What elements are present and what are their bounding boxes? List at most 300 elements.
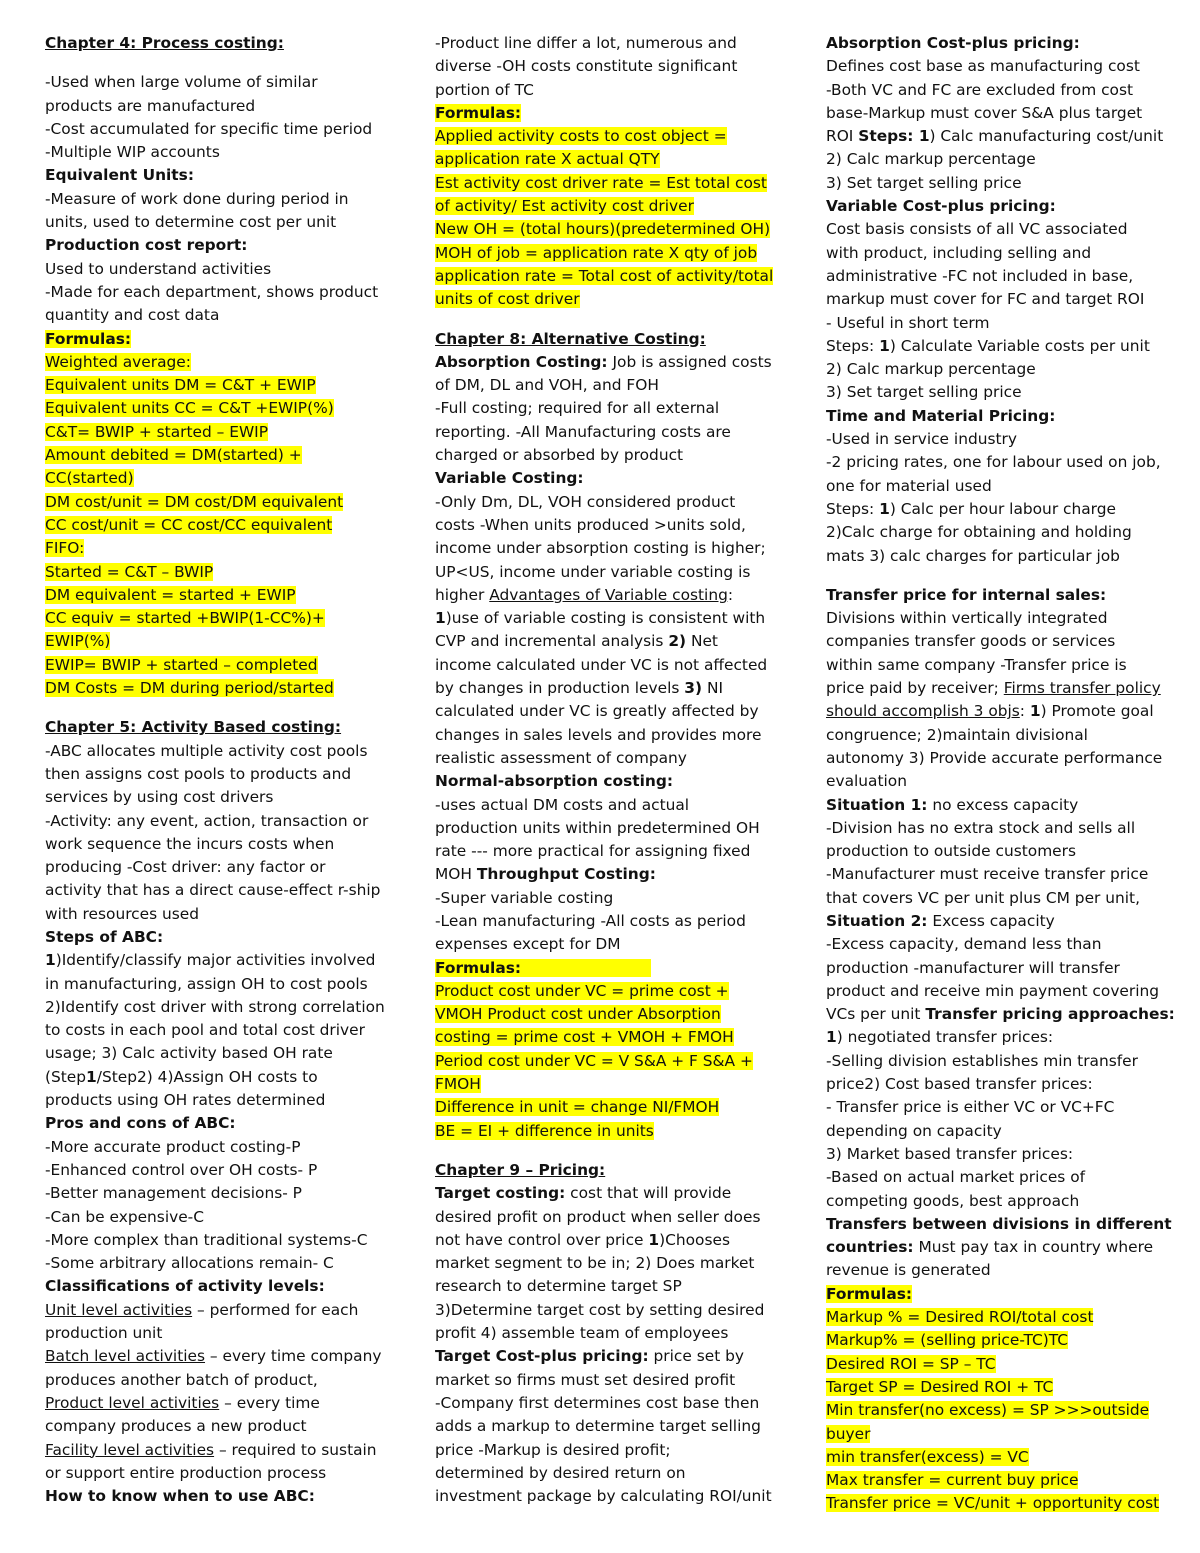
text-line-row — [45, 856, 385, 879]
text-line-row — [826, 55, 1166, 78]
subheading-row — [45, 1485, 385, 1508]
formula-line: EWIP= BWIP + started – completed — [45, 655, 318, 674]
text-line-row — [45, 304, 385, 327]
formulas-label: Formulas: — [826, 1284, 913, 1303]
text-line: production to outside customers — [826, 842, 1076, 861]
text-run: Situation 2: — [826, 911, 928, 930]
formula-line: DM equivalent = started + EWIP — [45, 585, 296, 604]
text-line: -Based on actual market prices of — [826, 1168, 1086, 1187]
text-line: 3) Market based transfer prices: — [826, 1144, 1074, 1163]
formula-line-row — [435, 1096, 775, 1119]
formula-line: units of cost driver — [435, 290, 580, 309]
text-line: of DM, DL and VOH, and FOH — [435, 376, 659, 395]
text-run: – every time company — [205, 1347, 382, 1366]
text-line-row — [826, 654, 1166, 677]
text-line: income calculated under VC is not affected — [435, 655, 768, 674]
formulas-label: Formulas: — [45, 329, 132, 348]
subheading-row — [435, 770, 775, 793]
column-middle — [435, 32, 775, 1508]
text-line — [435, 863, 775, 886]
text-line-row — [826, 1143, 1166, 1166]
formula-line: Markup % = Desired ROI/total cost — [826, 1308, 1094, 1327]
text-line: competing goods, best approach — [826, 1191, 1080, 1210]
text-run: Steps: 1 — [858, 127, 930, 146]
text-line-row — [435, 1462, 775, 1485]
text-line: or support entire production process — [45, 1463, 327, 1482]
section-heading-row — [45, 716, 385, 739]
text-run: Situation 1: — [826, 795, 928, 814]
text-run: ) Calc per hour labour charge — [889, 499, 1116, 518]
text-run: NI — [702, 679, 723, 698]
text-line-row — [826, 475, 1166, 498]
text-line-row — [435, 724, 775, 747]
text-line-row — [435, 397, 775, 420]
text-line: products using OH rates determined — [45, 1091, 326, 1110]
text-line-row — [435, 1299, 775, 1322]
text-line: -ABC allocates multiple activity cost pools — [45, 741, 368, 760]
text-line-row — [435, 561, 775, 584]
text-line: administrative -FC not included in base, — [826, 266, 1134, 285]
formula-line: CC equiv = started +BWIP(1-CC%)+ — [45, 609, 325, 628]
text-line: -More complex than traditional systems-C — [45, 1230, 368, 1249]
text-run: ) negotiated transfer prices: — [836, 1028, 1054, 1047]
text-run: MOH — [435, 865, 477, 884]
text-line: price2) Cost based transfer prices: — [826, 1075, 1093, 1094]
formula-line: application rate X actual QTY — [435, 150, 660, 169]
subheading-row — [45, 234, 385, 257]
text-run: (Step — [45, 1067, 87, 1086]
text-line-row — [435, 1322, 775, 1345]
text-line-row — [435, 794, 775, 817]
text-line-row — [45, 786, 385, 809]
spacer — [826, 568, 1166, 584]
formula-line-row — [435, 242, 775, 265]
formula-line: Markup% = (selling price-TC)TC — [826, 1331, 1068, 1350]
text-run: ) Promote goal — [1040, 702, 1154, 721]
spacer — [45, 700, 385, 716]
text-line-row — [826, 358, 1166, 381]
text-run: Transfer pricing approaches: — [925, 1005, 1175, 1024]
section-heading: Chapter 5: Activity Based costing: — [45, 718, 342, 737]
formula-line: Period cost under VC = V S&A + F S&A + — [435, 1051, 753, 1070]
formula-line-row — [826, 1329, 1166, 1352]
text-line: determined by desired return on — [435, 1463, 686, 1482]
text-run: 1 — [86, 1067, 97, 1086]
formula-line-row — [45, 561, 385, 584]
text-line — [45, 1439, 385, 1462]
formula-line-row — [826, 1423, 1166, 1446]
subheading: Variable Cost-plus pricing: — [826, 197, 1056, 216]
text-run: VCs per unit — [826, 1005, 926, 1024]
formula-line: CC(started) — [45, 469, 134, 488]
subheading: Transfer price for internal sales: — [826, 585, 1107, 604]
text-line-row — [826, 1259, 1166, 1282]
text-run: ROI — [826, 127, 859, 146]
formula-line: CC cost/unit = CC cost/CC equivalent — [45, 515, 333, 534]
text-line: product and receive min payment covering — [826, 981, 1160, 1000]
text-line: with resources used — [45, 904, 200, 923]
text-run: 1 — [45, 951, 56, 970]
text-line: -Both VC and FC are excluded from cost — [826, 80, 1134, 99]
text-line-row — [826, 630, 1166, 653]
text-line: services by using cost drivers — [45, 788, 274, 807]
text-line: diverse -OH costs constitute significant — [435, 57, 738, 76]
text-line: expenses except for DM — [435, 935, 621, 954]
text-line: reporting. -All Manufacturing costs are — [435, 422, 731, 441]
text-line-row — [45, 118, 385, 141]
text-line: mats 3) calc charges for particular job — [826, 546, 1120, 565]
text-line — [45, 1299, 385, 1322]
text-line — [826, 794, 1166, 817]
formula-line-row — [45, 467, 385, 490]
text-line-row — [826, 770, 1166, 793]
text-run: countries: — [826, 1238, 914, 1257]
text-run: higher — [435, 585, 490, 604]
text-line: -Product line differ a lot, numerous and — [435, 34, 737, 52]
text-line-row — [45, 1229, 385, 1252]
text-line: -Only Dm, DL, VOH considered product — [435, 492, 736, 511]
text-line — [45, 1345, 385, 1368]
text-line: -Activity: any event, action, transaction or — [45, 811, 369, 830]
text-line: base-Markup must cover S&A plus target — [826, 103, 1143, 122]
formula-line-row — [45, 514, 385, 537]
text-line: companies transfer goods or services — [826, 632, 1116, 651]
subheading: Normal-absorption costing: — [435, 772, 674, 791]
text-line-row — [45, 1042, 385, 1065]
formula-line-row — [435, 980, 775, 1003]
text-line: -Used when large volume of similar — [45, 73, 318, 92]
text-line: market so firms must set desired profit — [435, 1370, 736, 1389]
text-line-row — [45, 1322, 385, 1345]
text-line: -More accurate product costing-P — [45, 1137, 301, 1156]
formula-line: DM cost/unit = DM cost/DM equivalent — [45, 492, 344, 511]
text-line: work sequence the incurs costs when — [45, 834, 335, 853]
text-line-row — [826, 428, 1166, 451]
text-line — [435, 630, 775, 653]
text-line: UP<US, income under variable costing is — [435, 562, 751, 581]
text-line: congruence; 2)maintain divisional — [826, 725, 1088, 744]
text-line: rate --- more practical for assigning fixed — [435, 842, 751, 861]
formula-line: Est activity cost driver rate = Est total cost — [435, 173, 767, 192]
text-line-row — [45, 1089, 385, 1112]
text-line: -Used in service industry — [826, 430, 1017, 449]
subheading: How to know when to use ABC: — [45, 1487, 315, 1506]
text-line — [826, 498, 1166, 521]
text-line-row — [435, 1485, 775, 1508]
text-run: – required to sustain — [214, 1440, 377, 1459]
text-line-row — [45, 996, 385, 1019]
text-line: Divisions within vertically integrated — [826, 609, 1108, 628]
subheading-row — [826, 1213, 1172, 1236]
text-line-row — [435, 910, 775, 933]
text-line: -Full costing; required for all external — [435, 399, 720, 418]
formula-line-row — [826, 1376, 1166, 1399]
text-line-row — [826, 1096, 1166, 1119]
formula-line: VMOH Product cost under Absorption — [435, 1005, 721, 1024]
text-line: to costs in each pool and total cost driver — [45, 1021, 365, 1040]
text-line-row — [435, 1392, 775, 1415]
text-run: 1 — [435, 609, 446, 628]
formula-line: Product cost under VC = prime cost + — [435, 981, 729, 1000]
text-line-row — [826, 1190, 1166, 1213]
text-run: Advantages of Variable costing — [489, 585, 728, 604]
text-run: no excess capacity — [927, 795, 1079, 814]
text-line-row — [45, 1136, 385, 1159]
text-line — [435, 1182, 775, 1205]
text-line — [826, 1003, 1175, 1026]
text-line-row — [45, 141, 385, 164]
formula-line: Started = C&T – BWIP — [45, 562, 214, 581]
text-line-row — [826, 545, 1166, 568]
formula-line-row — [45, 491, 385, 514]
text-line: -Manufacturer must receive transfer price — [826, 865, 1149, 884]
formula-line: Target SP = Desired ROI + TC — [826, 1377, 1054, 1396]
text-run: Absorption Costing: — [435, 352, 608, 371]
text-line: Used to understand activities — [45, 259, 272, 278]
text-line-row — [435, 537, 775, 560]
text-line-row — [45, 740, 385, 763]
text-run: – performed for each — [192, 1300, 359, 1319]
text-line: quantity and cost data — [45, 306, 220, 325]
text-line — [826, 910, 1166, 933]
text-line: one for material used — [826, 476, 992, 495]
text-line: units, used to determine cost per unit — [45, 213, 337, 232]
text-run: ) Calc manufacturing cost/unit — [929, 127, 1164, 146]
text-line: -Enhanced control over OH costs- P — [45, 1160, 318, 1179]
text-line-row — [435, 933, 775, 956]
formulas-label-row — [45, 328, 385, 351]
text-line — [435, 351, 775, 374]
text-line-row — [826, 817, 1166, 840]
text-line-row — [826, 102, 1166, 125]
formula-line: Equivalent units DM = C&T + EWIP — [45, 376, 316, 395]
text-line-row — [45, 1206, 385, 1229]
text-line: investment package by calculating ROI/unit — [435, 1487, 772, 1506]
section-heading: Chapter 9 – Pricing: — [435, 1160, 606, 1179]
text-line-row — [45, 1369, 385, 1392]
text-line-row — [826, 79, 1166, 102]
subheading-row — [826, 32, 1166, 55]
text-line-row — [826, 1166, 1166, 1189]
text-line: -Super variable costing — [435, 888, 614, 907]
subheading: Pros and cons of ABC: — [45, 1114, 236, 1133]
text-run: not have control over price — [435, 1230, 649, 1249]
text-run: Product level activities — [45, 1393, 220, 1412]
text-line-row — [435, 1369, 775, 1392]
text-line: activity that has a direct cause-effect r-ship — [45, 881, 381, 900]
subheading-row — [45, 926, 385, 949]
text-line: charged or absorbed by product — [435, 446, 684, 465]
text-line-row — [826, 451, 1166, 474]
text-run: Steps: — [826, 336, 880, 355]
text-line: autonomy 3) Provide accurate performance — [826, 748, 1163, 767]
text-line: costs -When units produced >units sold, — [435, 515, 746, 534]
formula-line-row — [45, 630, 385, 653]
text-run: 1 — [879, 336, 890, 355]
text-line: changes in sales levels and provides more — [435, 725, 762, 744]
text-line: - Useful in short term — [826, 313, 990, 332]
text-line-row — [826, 724, 1166, 747]
text-line-row — [435, 1439, 775, 1462]
formula-line-row — [826, 1399, 1166, 1422]
subheading: Steps of ABC: — [45, 927, 164, 946]
text-run: 1 — [648, 1230, 660, 1249]
text-line: -uses actual DM costs and actual — [435, 795, 690, 814]
text-line-row — [826, 1073, 1166, 1096]
formula-line-row — [435, 288, 775, 311]
text-line-row — [45, 1182, 385, 1205]
subheading: Equivalent Units: — [45, 166, 194, 185]
text-run: 1 — [879, 499, 890, 518]
text-line: usage; 3) Calc activity based OH rate — [45, 1044, 333, 1063]
text-run: price set by — [648, 1347, 745, 1366]
text-run: Job is assigned costs — [607, 352, 772, 371]
formula-line-row — [435, 172, 775, 195]
formula-line: MOH of job = application rate X qty of job — [435, 243, 758, 262]
spacer — [45, 55, 385, 71]
text-line-row — [826, 980, 1166, 1003]
formula-line-row — [435, 125, 775, 148]
text-line: -Measure of work done during period in — [45, 189, 349, 208]
formula-line-row — [435, 148, 775, 171]
formula-line: New OH = (total hours)(predetermined OH) — [435, 220, 771, 239]
column-left — [45, 32, 385, 1508]
text-line-row — [435, 747, 775, 770]
text-line — [826, 677, 1166, 700]
text-run: Unit level activities — [45, 1300, 193, 1319]
text-line: realistic assessment of company — [435, 748, 687, 767]
text-line: -Multiple WIP accounts — [45, 143, 220, 162]
text-line-row — [826, 607, 1166, 630]
text-line-row — [826, 381, 1166, 404]
text-line-row — [45, 973, 385, 996]
formula-line-row — [45, 677, 385, 700]
text-line: -Division has no extra stock and sells all — [826, 818, 1136, 837]
text-line: -Lean manufacturing -All costs as period — [435, 911, 746, 930]
text-line-row — [45, 810, 385, 833]
text-line-row — [45, 1159, 385, 1182]
text-run: : — [1019, 702, 1030, 721]
formula-line-row — [435, 195, 775, 218]
formula-line-row — [45, 584, 385, 607]
text-line: company produces a new product — [45, 1417, 307, 1436]
text-line: profit 4) assemble team of employees — [435, 1324, 729, 1343]
text-line: - Transfer price is either VC or VC+FC — [826, 1098, 1115, 1117]
text-line-row — [45, 879, 385, 902]
formula-line-row — [826, 1492, 1166, 1515]
text-line: portion of TC — [435, 80, 534, 99]
text-line: 2) Calc markup percentage — [826, 150, 1036, 169]
text-line: with product, including selling and — [826, 243, 1092, 262]
text-line-row — [45, 903, 385, 926]
text-line: -Better management decisions- P — [45, 1184, 302, 1203]
text-line: income under absorption costing is higher; — [435, 539, 766, 558]
text-line-row — [45, 281, 385, 304]
formula-line: of activity/ Est activity cost driver — [435, 197, 694, 216]
text-run: Facility level activities — [45, 1440, 215, 1459]
text-line: 3) Set target selling price — [826, 383, 1022, 402]
text-line: market segment to be in; 2) Does market — [435, 1254, 755, 1273]
text-line-row — [826, 1050, 1166, 1073]
text-run: Steps: — [826, 499, 880, 518]
text-run: 1 — [1029, 702, 1041, 721]
text-line-row — [435, 55, 775, 78]
section-heading: Chapter 8: Alternative Costing: — [435, 329, 706, 348]
formula-line-row — [826, 1446, 1166, 1469]
subheading: Transfers between divisions in different — [826, 1214, 1172, 1233]
text-line-row — [826, 747, 1166, 770]
text-run: by changes in production levels — [435, 679, 685, 698]
formula-line: C&T= BWIP + started – EWIP — [45, 422, 268, 441]
text-line — [45, 1066, 385, 1089]
text-line: production units within predetermined OH — [435, 818, 760, 837]
formula-line: Transfer price = VC/unit + opportunity cost — [826, 1494, 1160, 1513]
subheading-row — [826, 584, 1166, 607]
text-line: -Excess capacity, demand less than — [826, 935, 1102, 954]
formula-line-row — [45, 654, 385, 677]
formula-line-row — [45, 537, 385, 560]
text-run: Batch level activities — [45, 1347, 206, 1366]
text-line: -Some arbitrary allocations remain- C — [45, 1254, 334, 1273]
text-line: products are manufactured — [45, 96, 256, 115]
text-line-row — [45, 258, 385, 281]
text-line: -2 pricing rates, one for labour used on job, — [826, 453, 1161, 472]
text-line-row — [826, 863, 1166, 886]
formula-line-row — [45, 351, 385, 374]
formula-line-row — [435, 265, 775, 288]
text-line-row — [826, 521, 1166, 544]
text-line: research to determine target SP — [435, 1277, 682, 1296]
subheading-row — [45, 164, 385, 187]
text-line — [826, 335, 1166, 358]
text-run: Excess capacity — [927, 911, 1055, 930]
section-heading-row — [435, 328, 775, 351]
text-line: produces another batch of product, — [45, 1370, 318, 1389]
text-line-row — [826, 265, 1166, 288]
text-line-row — [435, 1275, 775, 1298]
formula-line: FIFO: — [45, 539, 85, 558]
text-run: Net — [686, 632, 718, 651]
text-run: Target costing: — [435, 1184, 566, 1203]
text-line: producing -Cost driver: any factor or — [45, 858, 326, 877]
text-line: 3)Determine target cost by setting desired — [435, 1300, 765, 1319]
text-line-row — [826, 957, 1166, 980]
formula-line-row — [435, 1120, 775, 1143]
subheading: Absorption Cost-plus pricing: — [826, 34, 1080, 52]
text-line-row — [826, 933, 1166, 956]
text-line-row — [435, 514, 775, 537]
subheading: Production cost report: — [45, 236, 248, 255]
formula-line-row — [45, 421, 385, 444]
text-line — [435, 1345, 775, 1368]
formula-line: Amount debited = DM(started) + — [45, 446, 302, 465]
text-line-row — [435, 374, 775, 397]
text-line: Cost basis consists of all VC associated — [826, 220, 1128, 239]
subheading-row — [826, 405, 1166, 428]
subheading: Variable Costing: — [435, 469, 584, 488]
formula-line: costing = prime cost + VMOH + FMOH — [435, 1028, 734, 1047]
formula-line-row — [45, 374, 385, 397]
text-line-row — [435, 817, 775, 840]
section-heading-row — [45, 32, 385, 55]
text-run: Target Cost-plus pricing: — [435, 1347, 649, 1366]
text-line — [45, 1392, 385, 1415]
text-line: desired profit on product when seller does — [435, 1207, 761, 1226]
text-line-row — [826, 218, 1166, 241]
text-run: – every time — [219, 1393, 320, 1412]
spacer — [435, 1143, 775, 1159]
formulas-label-row — [826, 1283, 1166, 1306]
